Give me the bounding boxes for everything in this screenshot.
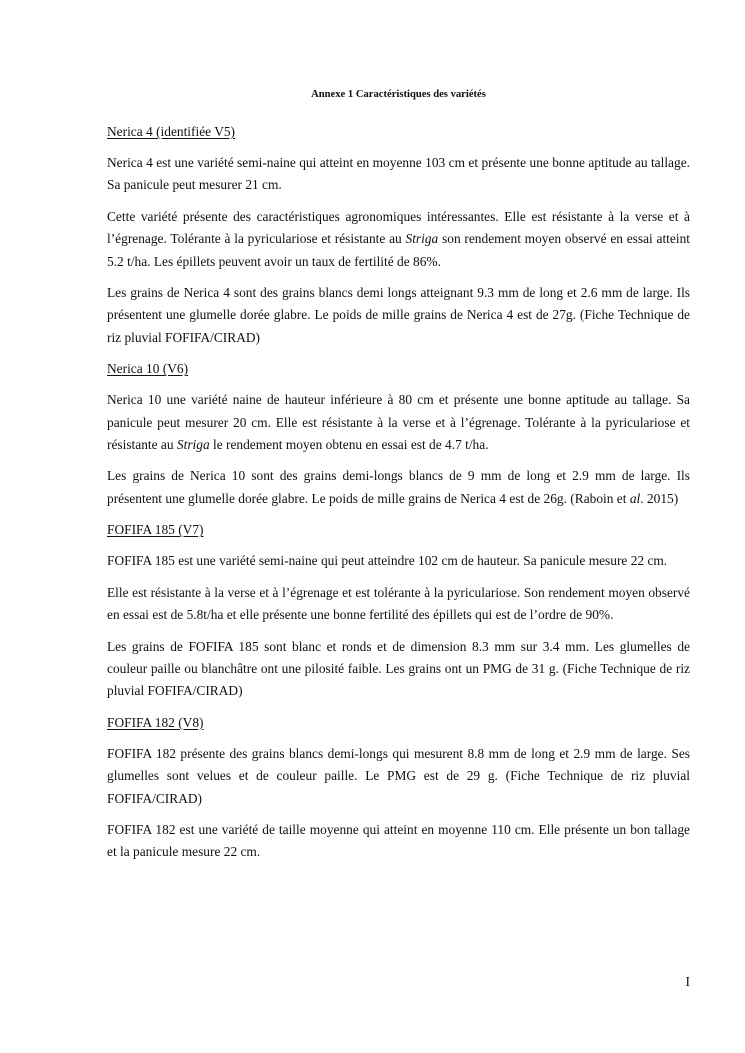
section-fofifa-182 — [107, 712, 690, 864]
paragraph: Nerica 10 une variété naine de hauteur inférieure à 80 cm et présente une bonne aptitude au tallage. Sa panicule peut mesurer 20 cm. Elle est résistante à la verse et à l’égrenage. Tolérante à la pyriculariose et résistante au Striga le rendement moyen obtenu en essai est de 4.7 t/ha. — [107, 392, 690, 453]
section-nerica-4 — [107, 121, 690, 349]
section-heading: FOFIFA 182 (V8) — [107, 714, 204, 730]
paragraph: Elle est résistante à la verse et à l’égrenage et est tolérante à la pyriculariose. Son rendement moyen observé en essai est de 5.8t/ha et elle présente une bonne fertilité des épillets qui est de l’ordre de 90%. — [107, 584, 690, 623]
paragraph: FOFIFA 185 est une variété semi-naine qui peut atteindre 102 cm de hauteur. Sa panicule mesure 22 cm. — [107, 553, 668, 569]
page-number: I — [685, 974, 690, 989]
section-heading: Nerica 4 (identifiée V5) — [107, 124, 236, 139]
section-nerica-10 — [107, 358, 690, 510]
paragraph: FOFIFA 182 est une variété de taille moyenne qui atteint en moyenne 110 cm. Elle présente un bon tallage et la panicule mesure 22 cm. — [107, 821, 690, 860]
section-heading: Nerica 10 (V6) — [107, 361, 189, 377]
paragraph: Nerica 4 est une variété semi-naine qui atteint en moyenne 103 cm et présente une bonne aptitude au tallage. Sa panicule peut mesurer 21 cm. — [107, 155, 690, 193]
paragraph: Les grains de FOFIFA 185 sont blanc et ronds et de dimension 8.3 mm sur 3.4 mm. Les glumelles de couleur paille ou blanchâtre ont une pilosité faible. Les grains ont un PMG de 31 g. (Fiche Technique de riz pluvial FOFIFA/CIRAD) — [107, 638, 690, 699]
section-heading: FOFIFA 185 (V7) — [107, 522, 204, 538]
section-fofifa-185 — [107, 519, 690, 702]
page-title: Annexe 1 Caractéristiques des variétés — [311, 89, 486, 100]
paragraph: Les grains de Nerica 4 sont des grains blancs demi longs atteignant 9.3 mm de long et 2.6 mm de large. Ils présentent une glumelle dorée glabre. Le poids de mille grains de Nerica 4 est de 27g. (Fiche Technique de riz pluvial FOFIFA/CIRAD) — [107, 285, 690, 345]
paragraph: Cette variété présente des caractéristiques agronomiques intéressantes. Elle est résistante à la verse et à l’égrenage. Tolérante à la pyriculariose et résistante au Striga son rendement moyen observé en essai atteint 5.2 t/ha. Les épillets peuvent avoir un taux de fertilité de 86%. — [107, 208, 690, 269]
paragraph: FOFIFA 182 présente des grains blancs demi-longs qui mesurent 8.8 mm de long et 2.9 mm de large. Ses glumelles sont velues et de couleur paille. Le PMG est de 29 g. (Fiche Technique de riz pluvial FOFIFA/CIRAD) — [107, 745, 690, 806]
document-page — [107, 88, 690, 873]
paragraph: Les grains de Nerica 10 sont des grains demi-longs blancs de 9 mm de long et 2.9 mm de large. Ils présentent une glumelle dorée glabre. Le poids de mille grains de Nerica 4 est de 26g. (Raboin et al. 2015) — [107, 468, 690, 506]
